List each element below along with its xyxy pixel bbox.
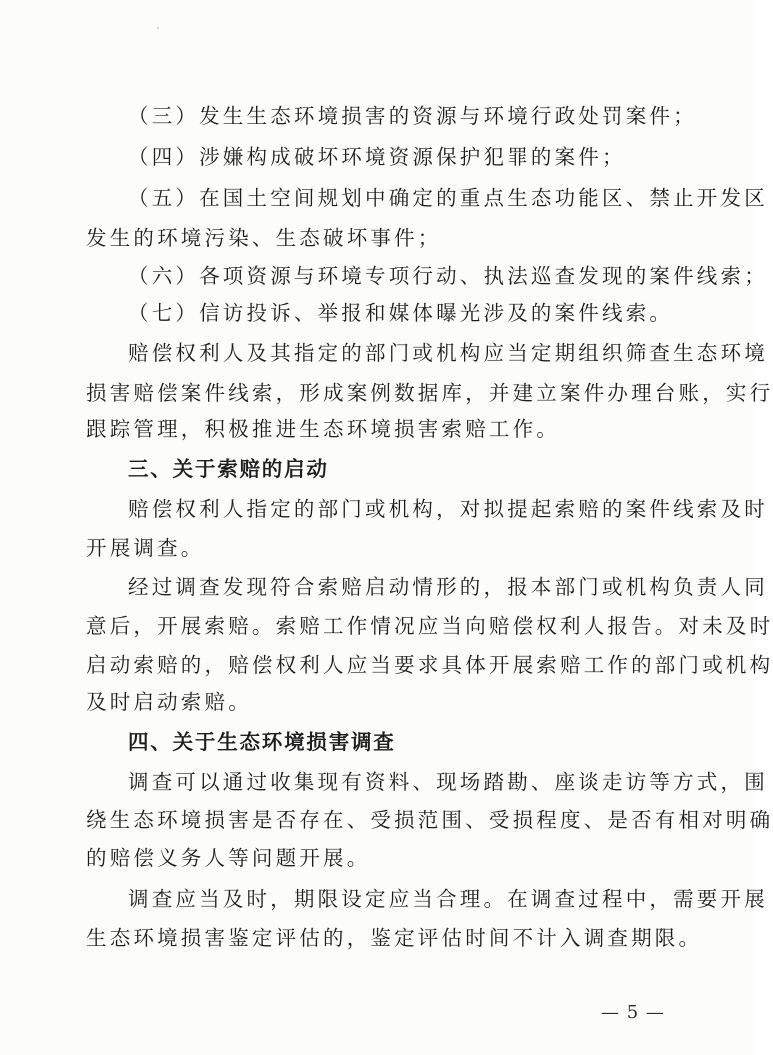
list-item-7: （七）信访投诉、举报和媒体曝光涉及的案件线索。 [128,301,674,325]
scan-speck [157,27,159,29]
paragraph-line: 开展调查。 [86,536,205,560]
paragraph-line: 及时启动索赔。 [86,690,252,714]
list-item-4: （四）涉嫌构成破坏环境资源保护犯罪的案件； [128,145,626,169]
paragraph-line: 的赔偿义务人等问题开展。 [86,846,371,870]
paragraph-line: 经过调查发现符合索赔启动情形的，报本部门或机构负责人同 [128,575,768,599]
paragraph-line: 绕生态环境损害是否存在、受损范围、受损程度、是否有相对明确 [86,808,773,832]
paragraph-line: 调查应当及时，期限设定应当合理。在调查过程中，需要开展 [128,887,768,911]
paragraph-line: 意后，开展索赔。索赔工作情况应当向赔偿权利人报告。对未及时 [86,614,773,638]
paragraph-line: 生态环境损害鉴定评估的，鉴定评估时间不计入调查期限。 [86,926,703,950]
paragraph-line: 赔偿权利人及其指定的部门或机构应当定期组织筛查生态环境 [128,341,768,365]
paragraph-line: 赔偿权利人指定的部门或机构，对拟提起索赔的案件线索及时 [128,497,768,521]
list-item-5: （五）在国土空间规划中确定的重点生态功能区、禁止开发区 [128,186,768,210]
paragraph-line: 跟踪管理，积极推进生态环境损害索赔工作。 [86,417,560,441]
paragraph-line: 损害赔偿案件线索，形成案例数据库，并建立案件办理台账，实行 [86,381,773,405]
paragraph-line: 启动索赔的，赔偿权利人应当要求具体开展索赔工作的部门或机构 [86,653,773,677]
paragraph-line: 调查可以通过收集现有资料、现场踏勘、座谈走访等方式，围 [128,770,768,794]
list-item-6: （六）各项资源与环境专项行动、执法巡查发现的案件线索； [128,264,768,288]
page-number: — 5 — [601,1002,665,1023]
section-heading-4: 四、关于生态环境损害调查 [128,730,396,754]
section-heading-3: 三、关于索赔的启动 [128,457,329,481]
list-item-3: （三）发生生态环境损害的资源与环境行政处罚案件； [128,104,697,128]
list-item-5-continuation: 发生的环境污染、生态破坏事件； [86,226,442,250]
